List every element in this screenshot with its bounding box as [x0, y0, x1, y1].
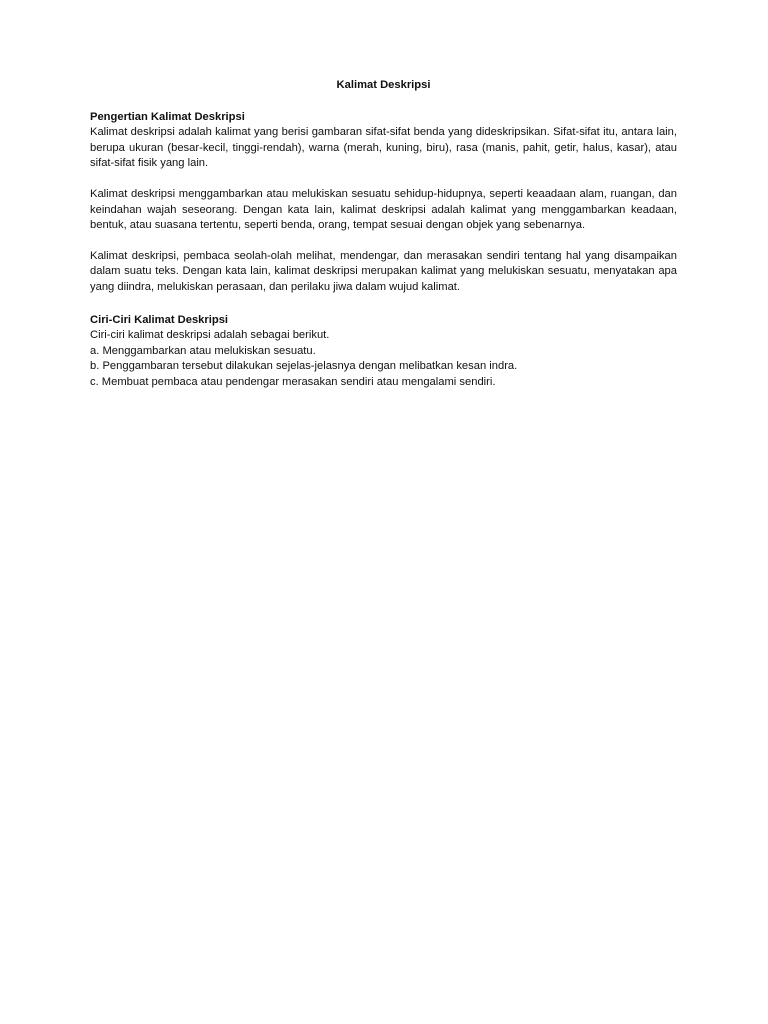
list-item: a. Menggambarkan atau melukiskan sesuatu. — [90, 344, 316, 357]
document-title: Kalimat Deskripsi — [336, 79, 431, 91]
section-heading-ciri: Ciri-Ciri Kalimat Deskripsi — [90, 313, 229, 326]
list-item: c. Membuat pembaca atau pendengar merasakan sendiri atau mengalami sendiri. — [90, 375, 496, 388]
paragraph-2: Kalimat deskripsi menggambarkan atau melukiskan sesuatu sehidup-hidupnya, seperti keaadaan alam, ruangan, dan keindahan wajah seseorang. Dengan kata lain, kalimat deskripsi adalah kalimat yang menggambarkan keadaan, bentuk, atau suasana tertentu, seperti benda, orang, tempat sesuai dengan objek yang sebenarnya. — [90, 187, 677, 232]
ciri-list — [90, 344, 677, 391]
list-intro: Ciri-ciri kalimat deskripsi adalah sebagai berikut. — [90, 329, 330, 342]
document-page — [90, 78, 677, 391]
list-item: b. Penggambaran tersebut dilakukan sejelas-jelasnya dengan melibatkan kesan indra. — [90, 360, 518, 373]
paragraph-3: Kalimat deskripsi, pembaca seolah-olah melihat, mendengar, dan merasakan sendiri tentang hal yang disampaikan dalam suatu teks. Dengan kata lain, kalimat deskripsi merupakan kalimat yang melukiskan sesuatu, menyatakan apa yang diindra, melukiskan perasaan, dan perilaku jiwa dalam wujud kalimat. — [90, 249, 677, 293]
section-heading-pengertian: Pengertian Kalimat Deskripsi — [90, 110, 245, 123]
paragraph-1: Kalimat deskripsi adalah kalimat yang berisi gambaran sifat-sifat benda yang dideskripsikan. Sifat-sifat itu, antara lain, berupa ukuran (besar-kecil, tinggi-rendah), warna (merah, kuning, biru), rasa (manis, pahit, getir, halus, kasar), atau sifat-sifat fisik yang lain. — [90, 126, 677, 170]
